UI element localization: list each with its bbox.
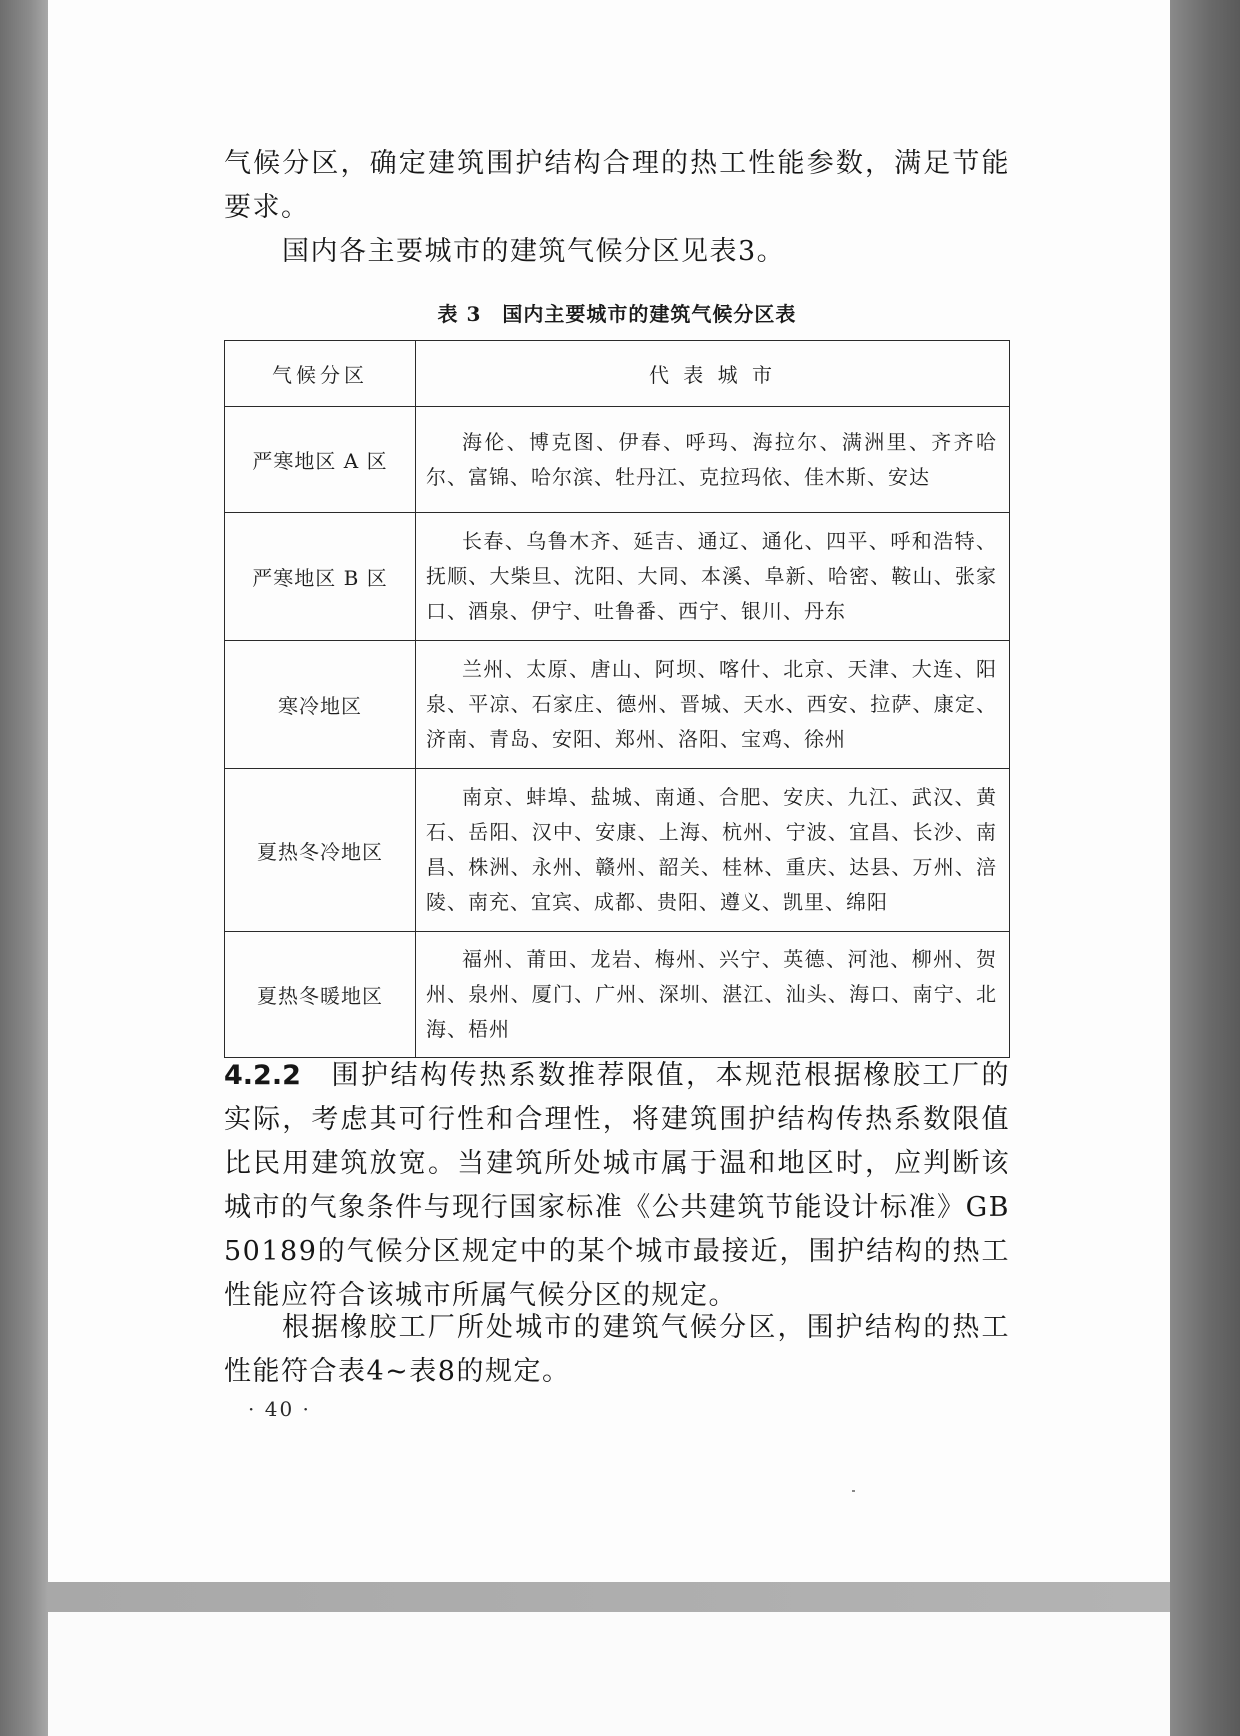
page-number: · 40 ·: [248, 1397, 311, 1421]
zone-cell: 寒冷地区: [225, 641, 416, 769]
cities-cell: 海伦、博克图、伊春、呼玛、海拉尔、满洲里、齐齐哈尔、富锦、哈尔滨、牡丹江、克拉玛依、佳木斯、安达: [416, 407, 1010, 513]
zone-cell: 严寒地区 B 区: [225, 513, 416, 641]
header-zone: 气候分区: [225, 341, 416, 407]
header-cities: 代 表 城 市: [416, 341, 1010, 407]
cities-cell: 福州、莆田、龙岩、梅州、兴宁、英德、河池、柳州、贺州、泉州、厦门、广州、深圳、湛江、汕头、海口、南宁、北海、梧州: [416, 932, 1010, 1058]
zone-cell: 严寒地区 A 区: [225, 407, 416, 513]
cities-cell: 南京、蚌埠、盐城、南通、合肥、安庆、九江、武汉、黄石、岳阳、汉中、安康、上海、杭州、宁波、宜昌、长沙、南昌、株洲、永州、赣州、韶关、桂林、重庆、达县、万州、涪陵、南充、宜宾、成都、贵阳、遵义、凯里、绵阳: [416, 769, 1010, 932]
table-row: [225, 513, 1010, 641]
table-row: [225, 769, 1010, 932]
zone-cell: 夏热冬冷地区: [225, 769, 416, 932]
climate-zone-table: [224, 340, 1010, 1058]
next-page-preview: [48, 1612, 1170, 1736]
scan-speck: [852, 1490, 855, 1492]
followup-paragraph: 根据橡胶工厂所处城市的建筑气候分区，围护结构的热工性能符合表4~表8的规定。: [224, 1312, 1010, 1387]
table-reference-paragraph: 国内各主要城市的建筑气候分区见表3。: [282, 236, 786, 267]
section-number: 4.2.2: [224, 1060, 301, 1091]
zone-cell: 夏热冬暖地区: [225, 932, 416, 1058]
table-row: [225, 641, 1010, 769]
table-header-row: [225, 341, 1010, 407]
section-text: 围护结构传热系数推荐限值，本规范根据橡胶工厂的实际，考虑其可行性和合理性，将建筑围护结构传热系数限值比民用建筑放宽。当建筑所处城市属于温和地区时，应判断该城市的气象条件与现行国家标准《公共建筑节能设计标准》GB 50189的气候分区规定中的某个城市最接近，围护结构的热工性能应符合该城市所属气候分区的规定。: [224, 1060, 1010, 1311]
viewer-frame-right: [1170, 0, 1240, 1736]
cities-cell: 兰州、太原、唐山、阿坝、喀什、北京、天津、大连、阳泉、平凉、石家庄、德州、晋城、天水、西安、拉萨、康定、济南、青岛、安阳、郑州、洛阳、宝鸡、徐州: [416, 641, 1010, 769]
intro-paragraph: 气候分区，确定建筑围护结构合理的热工性能参数，满足节能要求。: [224, 148, 1010, 223]
table-row: [225, 932, 1010, 1058]
table-row: [225, 407, 1010, 513]
section-paragraph: [224, 1054, 1010, 1318]
cities-cell: 长春、乌鲁木齐、延吉、通辽、通化、四平、呼和浩特、抚顺、大柴旦、沈阳、大同、本溪、阜新、哈密、鞍山、张家口、酒泉、伊宁、吐鲁番、西宁、银川、丹东: [416, 513, 1010, 641]
table-caption: 表 3 国内主要城市的建筑气候分区表: [437, 302, 797, 326]
